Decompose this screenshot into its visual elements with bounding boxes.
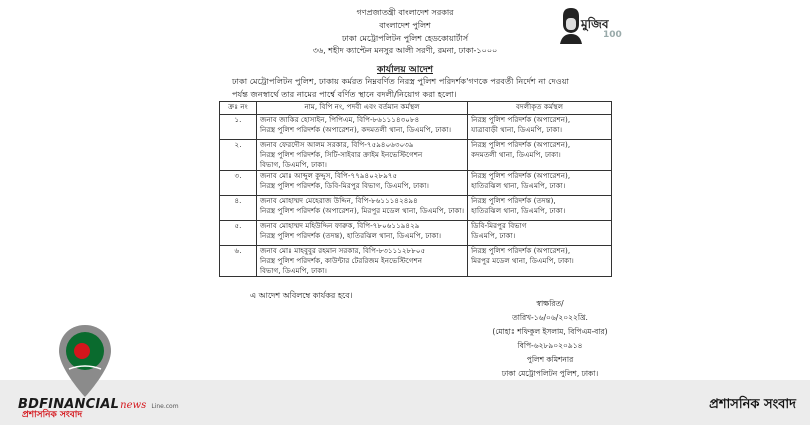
posting-line: মিরপুর মডেল থানা, ডিএমপি, ঢাকা। xyxy=(471,256,574,265)
name-line: জনাব জাকির হোসাইন, পিপিএম, বিপি-৮৬১১১৪৩০৮৪ xyxy=(260,115,420,124)
posting-line: নিরস্ত্র পুলিশ পরিদর্শক (অপারেশন), xyxy=(471,246,571,255)
serial-cell: ৪. xyxy=(220,196,257,221)
serial-cell: ৫. xyxy=(220,221,257,246)
name-line: নিরস্ত্র পুলিশ পরিদর্শক (তদন্ত), হাতিরঝিল থানা, ডিএমপি, ঢাকা। xyxy=(260,231,442,240)
section-label: প্রশাসনিক সংবাদ xyxy=(709,397,796,412)
posting-line: ডিএমপি, ঢাকা। xyxy=(471,231,516,240)
name-cell xyxy=(257,221,468,246)
serial-cell: ৬. xyxy=(220,246,257,277)
name-cell xyxy=(257,196,468,221)
serial-cell: ১. xyxy=(220,115,257,140)
name-line: জনাব মোহাম্মদ মেহেরাজ উদ্দিন, বিপি-৮৬১১১৪২৪৯৪ xyxy=(260,196,418,205)
name-cell xyxy=(257,140,468,171)
name-cell xyxy=(257,171,468,196)
name-line: নিরস্ত্র পুলিশ পরিদর্শক (অপারেশন), কদমতলী থানা, ডিএমপি, ঢাকা। xyxy=(260,125,452,134)
table-row xyxy=(220,171,612,196)
posting-line: নিরস্ত্র পুলিশ পরিদর্শক (তদন্ত), xyxy=(471,196,556,205)
header-office: ঢাকা মেট্রোপলিটন পুলিশ হেডকোয়ার্টার্স xyxy=(342,34,468,43)
posting-cell xyxy=(468,221,612,246)
posting-line: কদমতলী থানা, ডিএমপি, ঢাকা। xyxy=(471,150,561,159)
posting-cell xyxy=(468,196,612,221)
transfer-table xyxy=(219,101,612,277)
table-row xyxy=(220,246,612,277)
signature-title: পুলিশ কমিশনার xyxy=(526,355,574,364)
posting-line: ডিবি-মিরপুর বিভাগ xyxy=(471,221,527,230)
serial-cell: ২. xyxy=(220,140,257,171)
column-header-serial: ক্রঃ নং xyxy=(220,102,257,115)
intro-line: ঢাকা মেট্রোপলিটন পুলিশ, ঢাকায় কর্মরত নিম্নবর্ণিত নিরস্ত্র পুলিশ পরিদর্শক'গণকে পরবর্তী নির্দেশ না দেওয়া xyxy=(232,76,570,86)
name-line: বিভাগ, ডিএমপি, ঢাকা। xyxy=(260,266,327,275)
signature-bp: বিপি-৬২৮৯০২০৯১৪ xyxy=(517,341,583,350)
name-line: নিরস্ত্র পুলিশ পরিদর্শক, কাউন্টার টেররিজম ইনভেস্টিগেশন xyxy=(260,256,423,265)
name-line: বিভাগ, ডিএমপি, ঢাকা। xyxy=(260,160,327,169)
posting-line: হাতিরঝিল থানা, ডিএমপি, ঢাকা। xyxy=(471,206,566,215)
posting-line: যাত্রাবাড়ী থানা, ডিএমপি, ঢাকা। xyxy=(471,125,563,134)
name-line: জনাব মোঃ মাহবুবুর রহমান সরকার, বিপি-৮৩১১১২৮৮০৫ xyxy=(260,246,426,255)
logo-text: মুজিব xyxy=(581,17,609,31)
brand-name: BDFINANCIAL xyxy=(18,397,120,412)
posting-line: নিরস্ত্র পুলিশ পরিদর্শক (অপারেশন), xyxy=(471,140,571,149)
table-row xyxy=(220,115,612,140)
brand-subtitle: প্রশাসনিক সংবাদ xyxy=(22,410,83,420)
portrait-icon xyxy=(557,6,583,44)
bangladesh-location-pin-icon xyxy=(55,323,115,403)
logo-number: 100 xyxy=(603,30,622,40)
mujib-100-logo xyxy=(555,4,627,50)
posting-line: নিরস্ত্র পুলিশ পরিদর্শক (অপারেশন), xyxy=(471,115,571,124)
brand-domain: Line.com xyxy=(151,403,179,410)
table-row xyxy=(220,140,612,171)
posting-cell xyxy=(468,171,612,196)
name-line: জনাব মোঃ আব্দুল কুদ্দুস, বিপি-৭৭৯৪০২৮৯৭৫ xyxy=(260,171,398,180)
name-line: নিরস্ত্র পুলিশ পরিদর্শক, সিটি-সাইবার ক্রাইম ইনভেস্টিগেশন xyxy=(260,150,423,159)
name-line: নিরস্ত্র পুলিশ পরিদর্শক (অপারেশন), মিরপুর মডেল থানা, ডিএমপি, ঢাকা। xyxy=(260,206,465,215)
posting-line: হাতিরঝিল থানা, ডিএমপি, ঢাকা। xyxy=(471,181,566,190)
effect-note: এ আদেশ অবিলম্বে কার্যকর হবে। xyxy=(250,291,353,300)
header-government: গণপ্রজাতন্ত্রী বাংলাদেশ সরকার xyxy=(356,8,454,17)
posting-line: নিরস্ত্র পুলিশ পরিদর্শক (অপারেশন), xyxy=(471,171,571,180)
header-address: ৩৬, শহীদ ক্যাপ্টেন মনসুর আলী সরণী, রমনা, ঢাকা-১০০০ xyxy=(312,46,498,55)
table-row xyxy=(220,196,612,221)
table-row xyxy=(220,221,612,246)
signature-signed: স্বাক্ষরিত/ xyxy=(536,299,564,308)
posting-cell xyxy=(468,115,612,140)
name-cell xyxy=(257,115,468,140)
posting-cell xyxy=(468,140,612,171)
posting-cell xyxy=(468,246,612,277)
brand-news: news xyxy=(120,400,147,411)
header-department: বাংলাদেশ পুলিশ xyxy=(379,21,431,30)
name-line: নিরস্ত্র পুলিশ পরিদর্শক, ডিবি-মিরপুর বিভাগ, ডিএমপি, ঢাকা। xyxy=(260,181,429,190)
intro-line: পর্যন্ত জনস্বার্থে তার নামের পার্শ্বে বর্ণিত স্থানে বদলী/নিয়োগ করা হলো। xyxy=(232,89,457,99)
order-title: কার্যালয় আদেশ xyxy=(376,65,433,75)
column-header-posting: বদলীকৃত কর্মস্থল xyxy=(468,102,612,115)
name-line: জনাব মোহাম্মদ মহিউদ্দিন ফারুক, বিপি-৭৮০৬১১৯৪২৯ xyxy=(260,221,420,230)
name-cell xyxy=(257,246,468,277)
signature-date: তারিখ-১৬/০৬/২০২২খ্রি. xyxy=(512,313,588,322)
serial-cell: ৩. xyxy=(220,171,257,196)
signature-org: ঢাকা মেট্রোপলিটন পুলিশ, ঢাকা। xyxy=(501,369,599,378)
column-header-name: নাম, বিপি নং, পদবী এবং বর্তমান কর্মস্থল xyxy=(257,102,468,115)
name-line: জনাব ফেরদৌস আলম সরকার, বিপি-৭৫৯৪০৬৩০৩৯ xyxy=(260,140,414,149)
signature-name: (মোহাঃ শফিকুল ইসলাম, বিপিএম-বার) xyxy=(492,327,608,336)
